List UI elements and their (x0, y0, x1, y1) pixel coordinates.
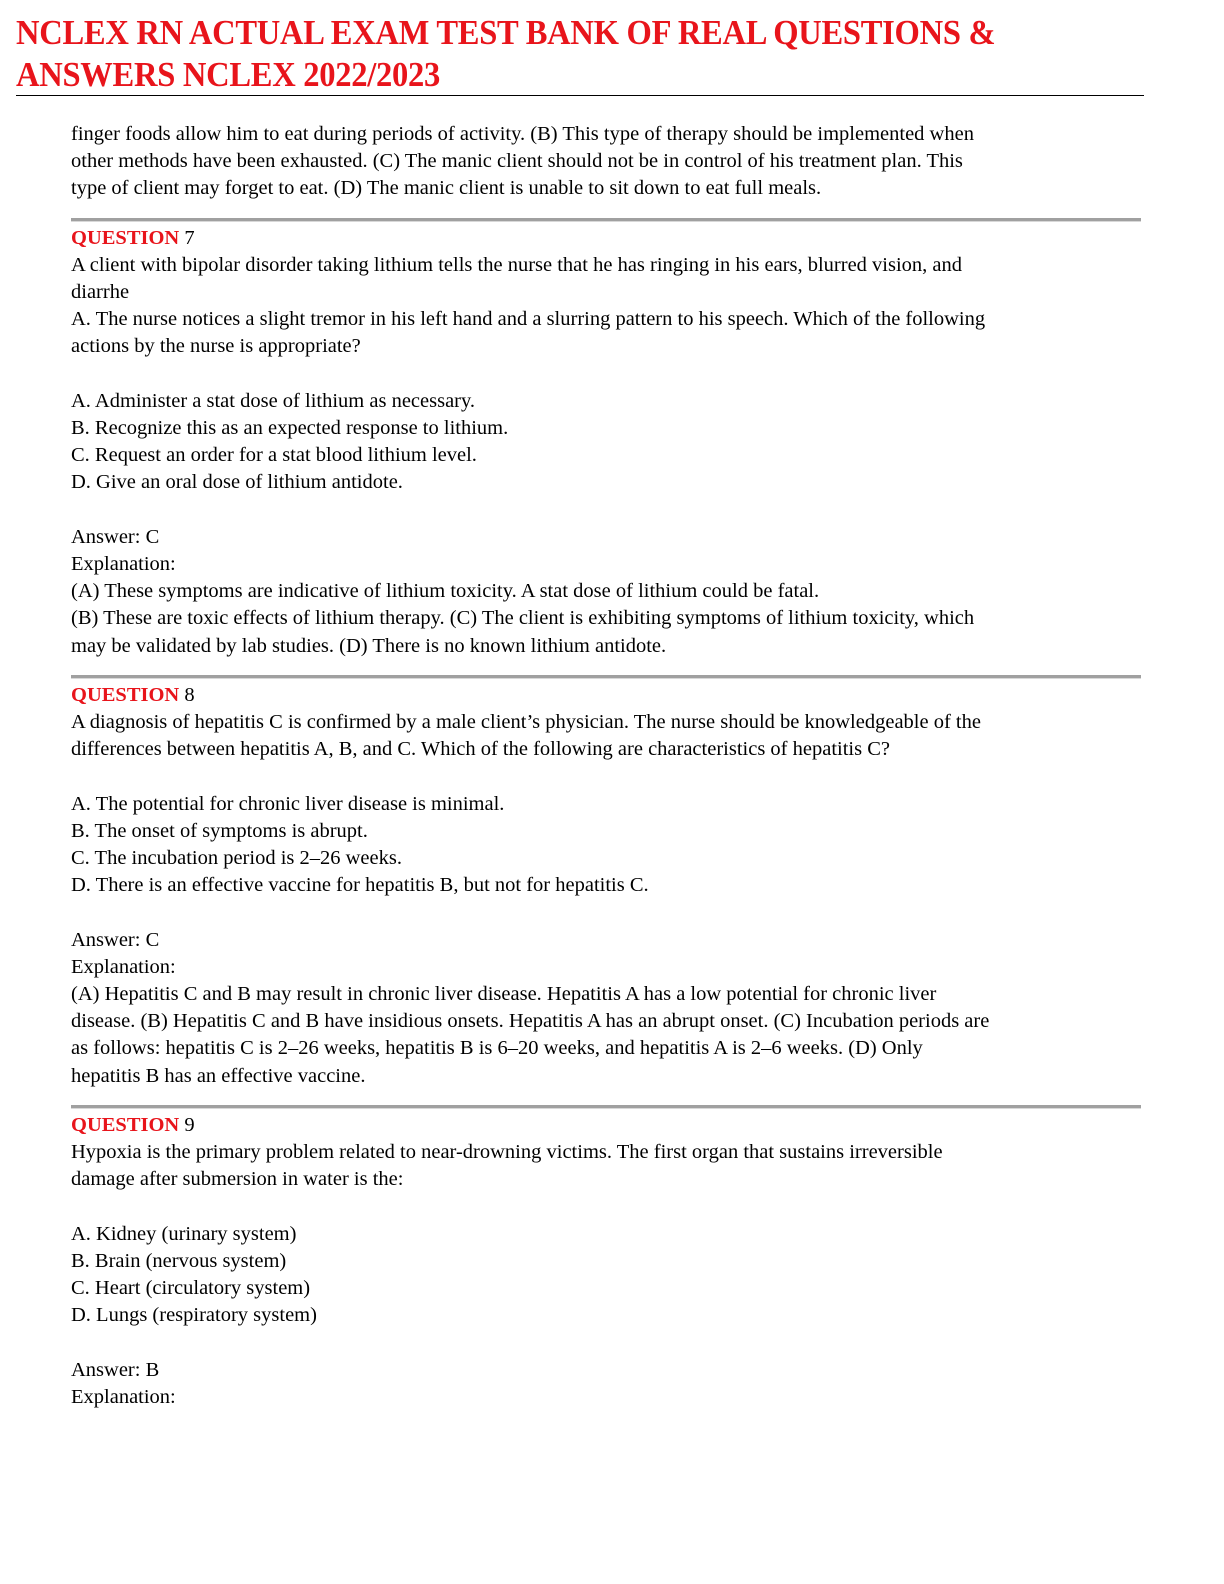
option-b: B. The onset of symptoms is abrupt. (71, 819, 368, 842)
title-line-2: ANSWERS NCLEX 2022/2023 (16, 55, 441, 94)
option-c: C. Request an order for a stat blood lithium level. (71, 444, 477, 467)
option-b: B. Recognize this as an expected response to lithium. (71, 417, 509, 440)
question-label: QUESTION (71, 226, 180, 249)
question-9 (71, 1112, 1141, 1411)
question-7 (71, 225, 1141, 660)
section-divider (71, 218, 1141, 222)
option-b: B. Brain (nervous system) (71, 1249, 287, 1272)
text-line: finger foods allow him to eat during periods of activity. (B) This type of therapy should be implemented when (71, 123, 974, 145)
question-8 (71, 682, 1141, 1090)
answer-key: Answer: C (71, 525, 160, 548)
question-heading (71, 225, 1141, 252)
question-number: 8 (179, 683, 195, 706)
answer-key: Answer: B (71, 1358, 160, 1381)
option-c: C. The incubation period is 2–26 weeks. (71, 847, 402, 870)
explanation-line: (A) These symptoms are indicative of lithium toxicity. A stat dose of lithium could be fatal. (71, 580, 820, 603)
option-a: A. Administer a stat dose of lithium as necessary. (71, 389, 476, 412)
question-stem-line: A client with bipolar disorder taking lithium tells the nurse that he has ringing in his ears, blurred vision, and (71, 253, 963, 276)
explanation-line: hepatitis B has an effective vaccine. (71, 1064, 366, 1087)
option-d: D. There is an effective vaccine for hepatitis B, but not for hepatitis C. (71, 874, 649, 897)
header-rule (16, 95, 1144, 96)
answer-options (71, 791, 1141, 900)
option-d: D. Give an oral dose of lithium antidote. (71, 471, 403, 494)
question-heading (71, 682, 1141, 709)
option-a: A. Kidney (urinary system) (71, 1222, 297, 1245)
text-line: other methods have been exhausted. (C) The manic client should not be in control of his treatment plan. This (71, 150, 963, 173)
section-divider (71, 675, 1141, 679)
explanation-label: Explanation: (71, 1385, 176, 1408)
answer-key: Answer: C (71, 928, 160, 951)
document-body (71, 121, 1141, 1411)
explanation-line: (A) Hepatitis C and B may result in chronic liver disease. Hepatitis A has a low potential for chronic liver (71, 983, 937, 1006)
question-stem-line: actions by the nurse is appropriate? (71, 335, 361, 358)
question-label: QUESTION (71, 1113, 180, 1136)
question-label: QUESTION (71, 683, 180, 706)
question-heading (71, 1112, 1141, 1139)
question-number: 7 (179, 226, 195, 249)
option-d: D. Lungs (respiratory system) (71, 1304, 317, 1327)
document-title (16, 12, 1067, 96)
previous-explanation-continuation (71, 121, 1141, 203)
title-line-1: NCLEX RN ACTUAL EXAM TEST BANK OF REAL QUESTIONS & (16, 13, 996, 52)
question-stem-line: damage after submersion in water is the: (71, 1168, 404, 1191)
explanation-label: Explanation: (71, 553, 176, 576)
explanation-label: Explanation: (71, 955, 176, 978)
answer-options (71, 1221, 1141, 1330)
question-stem-line: A diagnosis of hepatitis C is confirmed by a male client’s physician. The nurse should be knowledgeable of the (71, 711, 981, 734)
option-a: A. The potential for chronic liver disease is minimal. (71, 792, 505, 815)
explanation-line: as follows: hepatitis C is 2–26 weeks, hepatitis B is 6–20 weeks, and hepatitis A is 2–6 weeks. (D) Only (71, 1037, 923, 1060)
explanation-line: (B) These are toxic effects of lithium therapy. (C) The client is exhibiting symptoms of lithium toxicity, which (71, 607, 975, 630)
option-c: C. Heart (circulatory system) (71, 1277, 311, 1300)
question-stem-line: diarrhe (71, 281, 130, 304)
question-number: 9 (179, 1113, 195, 1136)
question-stem-line: A. The nurse notices a slight tremor in his left hand and a slurring pattern to his speech. Which of the following (71, 308, 986, 331)
question-stem-line: Hypoxia is the primary problem related to near-drowning victims. The first organ that sustains irreversible (71, 1141, 943, 1164)
document-header (16, 12, 1146, 96)
text-line: type of client may forget to eat. (D) The manic client is unable to sit down to eat full meals. (71, 177, 822, 200)
answer-options (71, 388, 1141, 497)
question-stem-line: differences between hepatitis A, B, and C. Which of the following are characteristics of hepatitis C? (71, 738, 890, 761)
explanation-line: disease. (B) Hepatitis C and B have insidious onsets. Hepatitis A has an abrupt onset. (C) Incubation periods are (71, 1010, 990, 1033)
section-divider (71, 1105, 1141, 1109)
explanation-line: may be validated by lab studies. (D) There is no known lithium antidote. (71, 634, 667, 657)
